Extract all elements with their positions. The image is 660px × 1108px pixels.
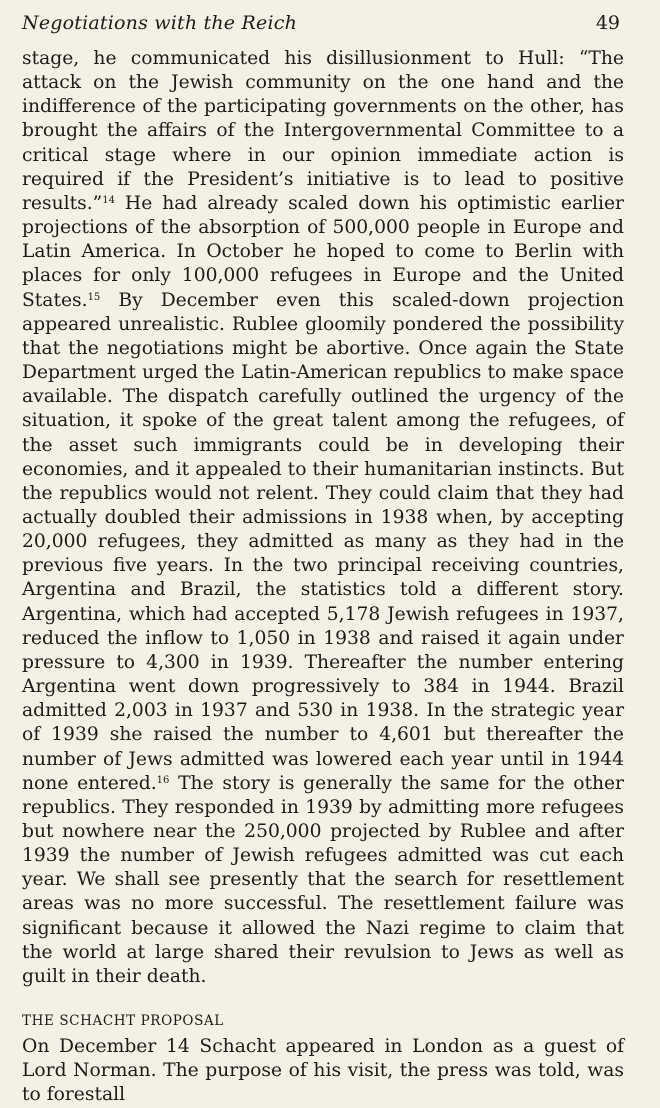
paragraph-text: He had already scaled down his optimistic earlier projections of the absorption of 500,000 people in Europe and Latin America. In October he hoped to come to Berlin with places for only 100,000 refugees in Europe and the United States.	[22, 192, 624, 311]
page-number: 49	[595, 12, 620, 34]
paragraph-text: The story is generally the same for the other republics. They responded in 1939 by admitting more refugees but nowhere near the 250,000 projected by Rublee and after 1939 the number of Jewish refugees admitted was cut each year. We shall see presently that the search for resettlement areas was no more successful. The resettlement failure was significant because it allowed the Nazi regime to claim that the world at large shared their revulsion to Jews as well as guilt in their death.	[22, 772, 624, 987]
paragraph-text: By December even this scaled-down projection appeared unrealistic. Rublee gloomily pondered the possibility that the negotiations might be abortive. Once again the State Department urged the Latin-American republics to make space available. The dispatch carefully outlined the urgency of the situation, it spoke of the great talent among the refugees, of the asset such immigrants could be in developing their economies, and it appealed to their humanitarian instincts. But the republics would not relent. They could claim that they had actually doubled their admissions in 1938 when, by accepting 20,000 refugees, they admitted as many as they had in the previous five years. In the two principal receiving countries, Argentina and Brazil, the statistics told a different story. Argentina, which had accepted 5,178 Jewish refugees in 1937, reduced the inflow to 1,050 in 1938 and raised it again under pressure to 4,300 in 1939. Thereafter the number entering Argentina went down progressively to 384 in 1944. Brazil admitted 2,003 in 1937 and 530 in 1938. In the strategic year of 1939 she raised the number to 4,601 but thereafter the number of Jews admitted was lowered each year until in 1944 none entered.	[22, 289, 624, 794]
running-header	[22, 0, 624, 44]
section-paragraph: On December 14 Schacht appeared in London as a guest of Lord Norman. The purpose of his visit, the press was told, was to forestall	[22, 1036, 624, 1106]
footnote-marker[interactable]: 15	[87, 291, 101, 303]
running-title: Negotiations with the Reich	[22, 12, 297, 34]
body-paragraph	[22, 47, 624, 989]
section-heading: THE SCHACHT PROPOSAL	[22, 1013, 224, 1030]
paragraph-text: stage, he communicated his disillusionment to Hull: “The attack on the Jewish community on the one hand and the indifference of the participating governments on the other, has brought the affairs of the Intergovernmental Committee to a critical stage where in our opinion immediate action is required if the President’s initiative is to lead to positive results.”	[22, 48, 624, 214]
footnote-marker[interactable]: 14	[102, 194, 115, 206]
footnote-marker[interactable]: 16	[156, 774, 170, 786]
